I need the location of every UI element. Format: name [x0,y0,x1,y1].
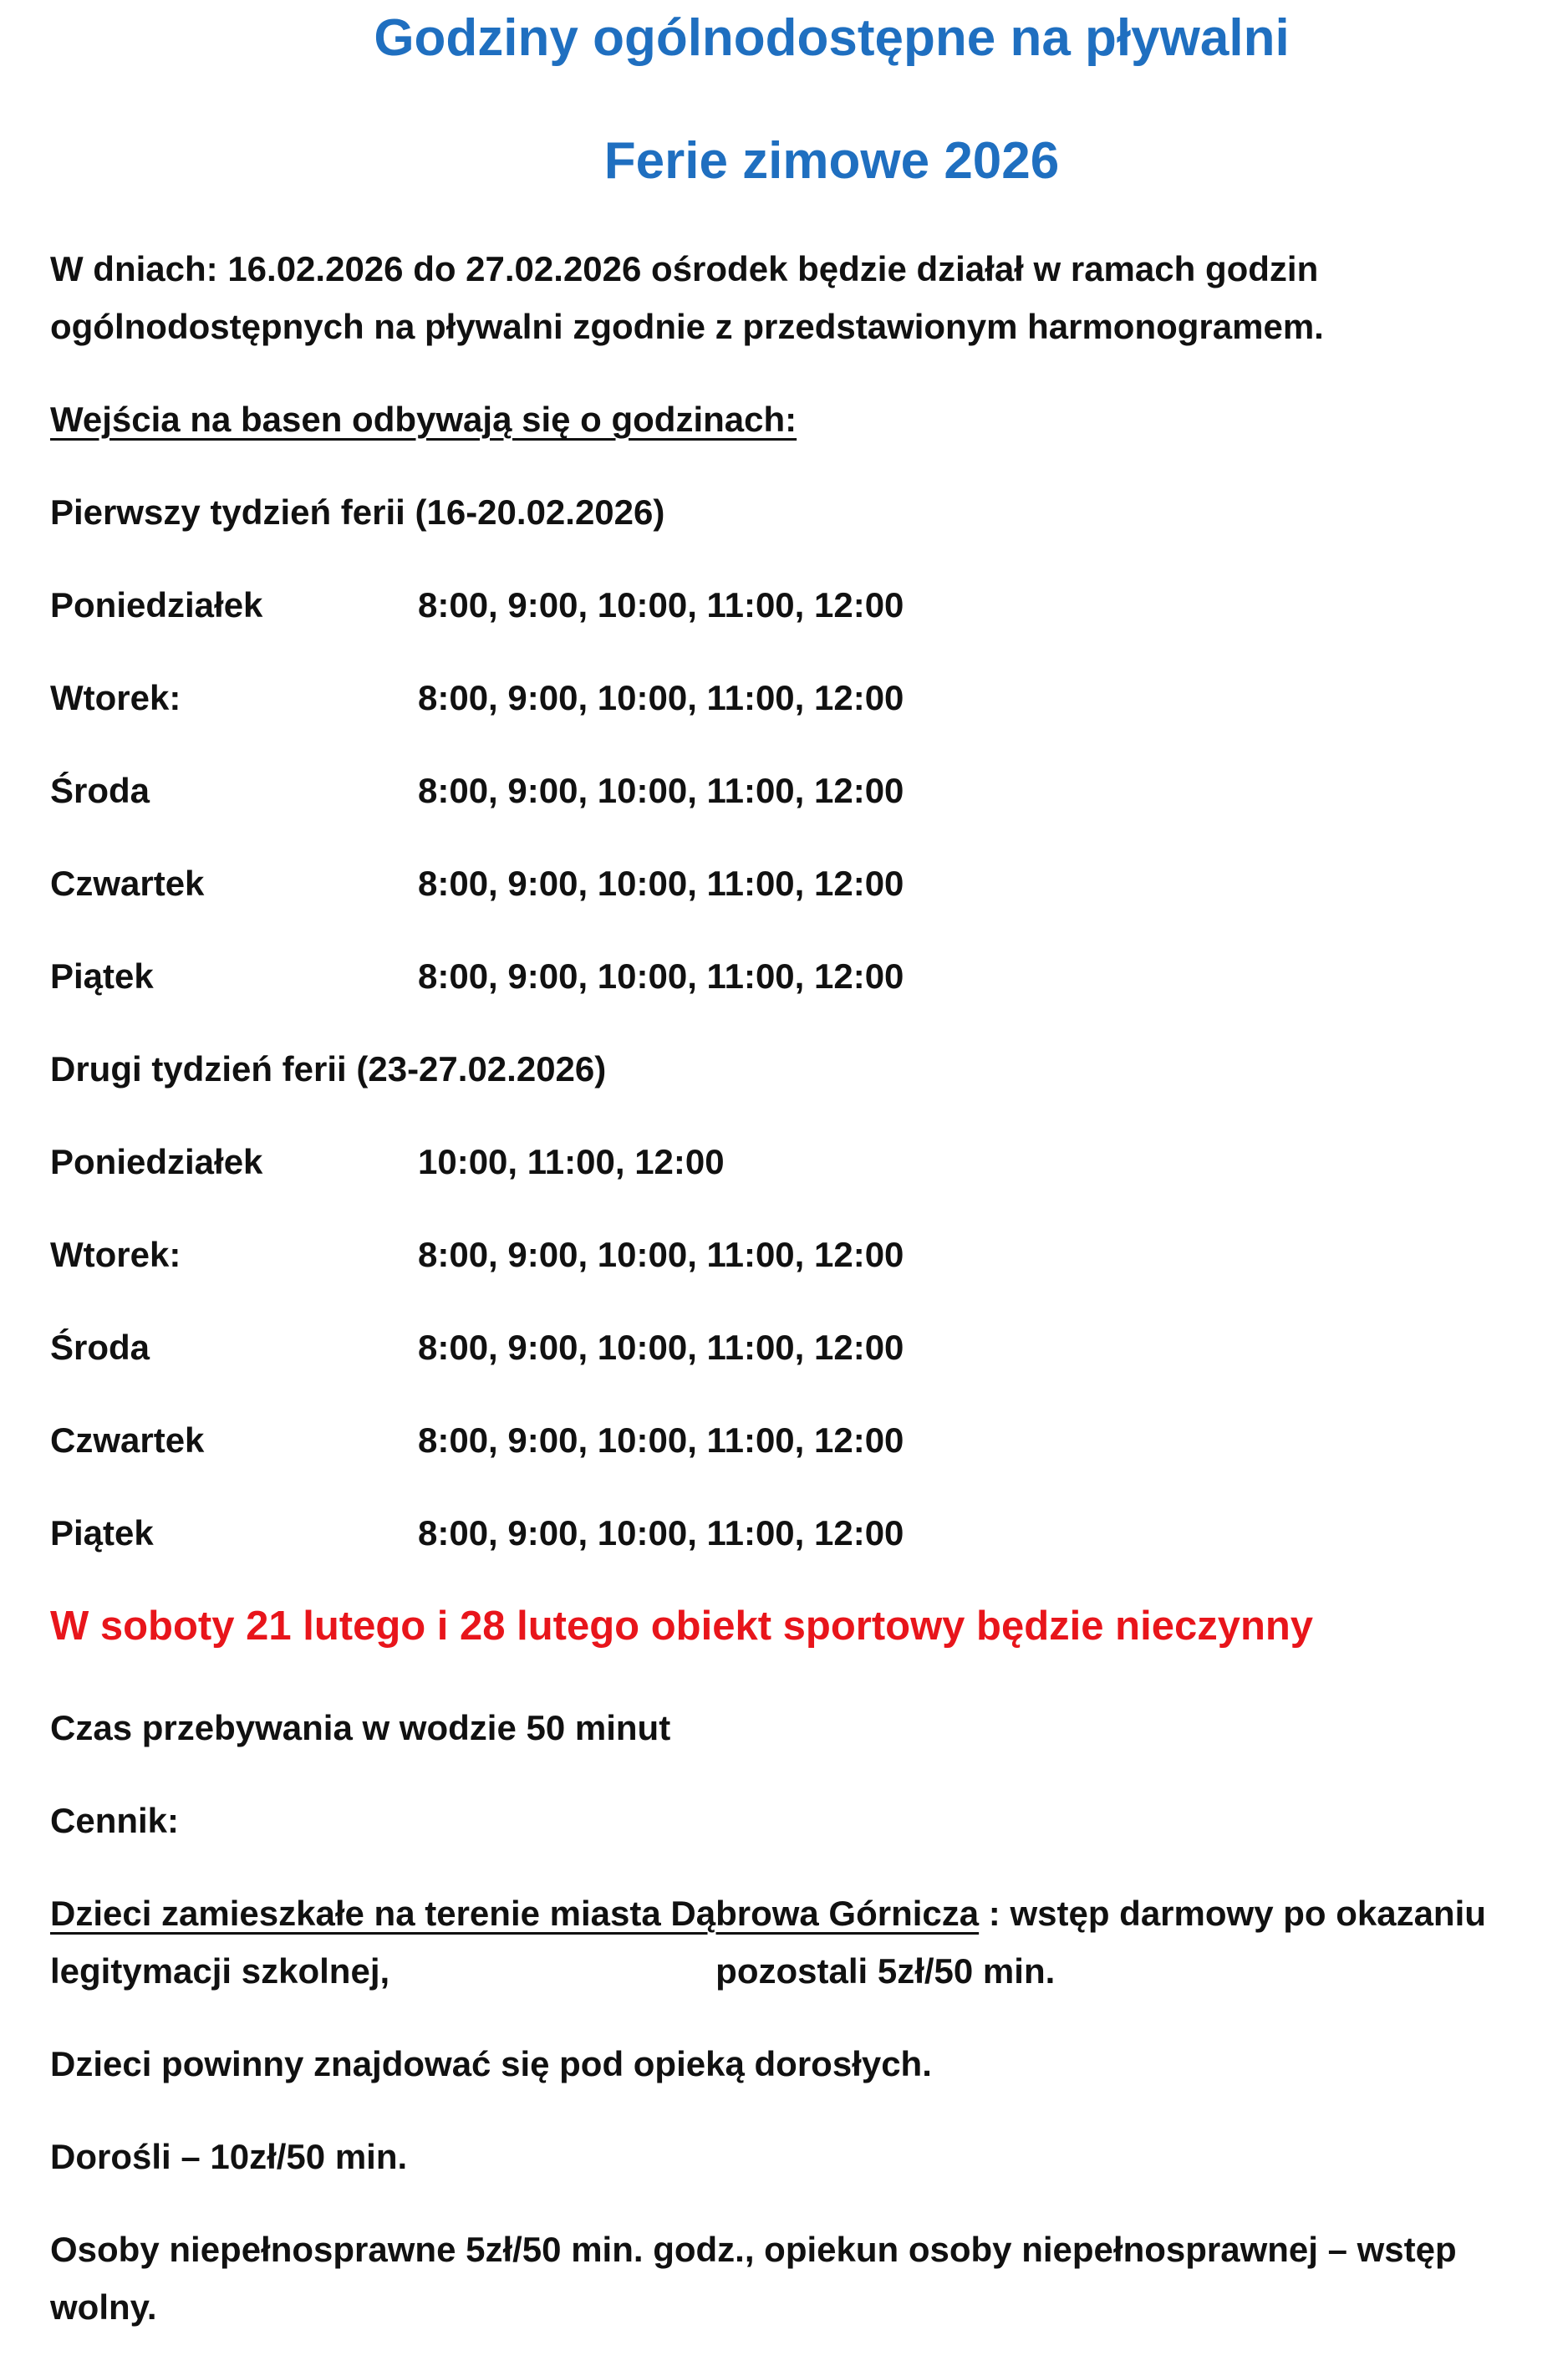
page-title: Godziny ogólnodostępne na pływalni [374,9,1290,67]
page-subtitle: Ferie zimowe 2026 [603,132,1060,190]
week2-label: Drugi tydzień ferii (23-27.02.2026) [50,1049,607,1089]
day-times: 8:00, 9:00, 10:00, 11:00, 12:00 [418,585,904,625]
day-name: Czwartek [50,1420,205,1460]
day-name: Wtorek: [50,1235,181,1274]
day-name: Środa [50,771,150,810]
swim-time-note: Czas przebywania w wodzie 50 minut [50,1708,671,1747]
school-id-text: legitymacji szkolnej, [50,1951,390,1991]
children-local-price-line-2 [50,1945,1055,1997]
entries-heading: Wejścia na basen odbywają się o godzinach: [50,400,797,439]
day-name: Czwartek [50,864,205,903]
day-times: 8:00, 9:00, 10:00, 11:00, 12:00 [418,1513,904,1553]
intro-line-2: ogólnodostępnych na pływalni zgodnie z przedstawionym harmonogramem. [50,307,1324,346]
children-local-price: : wstęp darmowy po okazaniu [979,1894,1486,1933]
day-times: 8:00, 9:00, 10:00, 11:00, 12:00 [418,1235,904,1274]
closed-notice: W soboty 21 lutego i 28 lutego obiekt sportowy będzie nieczynny [50,1604,1314,1649]
disabled-price-line-2: wolny. [50,2287,157,2327]
pricing-heading: Cennik: [50,1801,180,1840]
day-times: 8:00, 9:00, 10:00, 11:00, 12:00 [418,1328,904,1367]
day-name: Wtorek: [50,678,181,717]
day-times: 8:00, 9:00, 10:00, 11:00, 12:00 [418,771,904,810]
intro-line-1: W dniach: 16.02.2026 do 27.02.2026 ośrodek będzie działał w ramach godzin [50,249,1319,288]
children-local-label: Dzieci zamieszkałe na terenie miasta Dąbrowa Górnicza [50,1894,980,1933]
children-supervision-note: Dzieci powinny znajdować się pod opieką dorosłych. [50,2044,932,2083]
week1-label: Pierwszy tydzień ferii (16-20.02.2026) [50,492,665,532]
day-times: 8:00, 9:00, 10:00, 11:00, 12:00 [418,956,904,996]
day-times: 10:00, 11:00, 12:00 [418,1142,725,1181]
day-name: Piątek [50,1513,154,1553]
children-local-price-line-1 [50,1888,1486,1940]
day-name: Piątek [50,956,154,996]
day-name: Poniedziałek [50,585,263,625]
day-times: 8:00, 9:00, 10:00, 11:00, 12:00 [418,864,904,903]
day-name: Środa [50,1328,150,1367]
day-times: 8:00, 9:00, 10:00, 11:00, 12:00 [418,1420,904,1460]
day-name: Poniedziałek [50,1142,263,1181]
day-times: 8:00, 9:00, 10:00, 11:00, 12:00 [418,678,904,717]
adults-price: Dorośli – 10zł/50 min. [50,2137,408,2176]
disabled-price-line-1: Osoby niepełnosprawne 5zł/50 min. godz., opiekun osoby niepełnosprawnej – wstęp [50,2230,1457,2269]
others-price: pozostali 5zł/50 min. [715,1951,1056,1991]
